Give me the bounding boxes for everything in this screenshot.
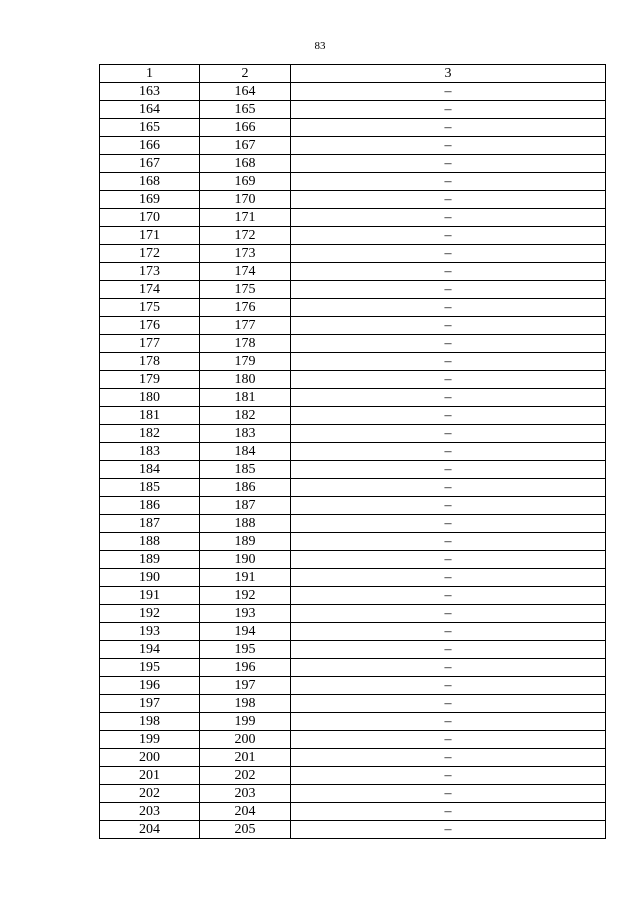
table-cell-col-1: 171 (100, 227, 200, 245)
table-cell-col-1: 177 (100, 335, 200, 353)
table-cell-col-3: – (291, 713, 606, 731)
table-cell-col-1: 189 (100, 551, 200, 569)
table-cell-col-1: 176 (100, 317, 200, 335)
table-cell-col-1: 182 (100, 425, 200, 443)
table-row (100, 83, 606, 101)
table-cell-col-1: 186 (100, 497, 200, 515)
table-cell-col-3: – (291, 119, 606, 137)
table-cell-col-1: 166 (100, 137, 200, 155)
table-cell-col-1: 175 (100, 299, 200, 317)
table-cell-col-1: 198 (100, 713, 200, 731)
table-cell-col-3: – (291, 497, 606, 515)
table-row (100, 371, 606, 389)
table-cell-col-2: 179 (200, 353, 291, 371)
table-cell-col-3: – (291, 443, 606, 461)
table-row (100, 173, 606, 191)
table-cell-col-2: 172 (200, 227, 291, 245)
table-row (100, 821, 606, 839)
table-cell-col-2: 183 (200, 425, 291, 443)
table-cell-col-1: 163 (100, 83, 200, 101)
table-cell-col-2: 169 (200, 173, 291, 191)
table-cell-col-1: 187 (100, 515, 200, 533)
table-row (100, 335, 606, 353)
table-row (100, 785, 606, 803)
table-cell-col-2: 175 (200, 281, 291, 299)
table-row (100, 227, 606, 245)
table-cell-col-1: 178 (100, 353, 200, 371)
table-cell-col-2: 192 (200, 587, 291, 605)
table-cell-col-3: – (291, 749, 606, 767)
table-cell-col-2: 176 (200, 299, 291, 317)
table-cell-col-3: – (291, 605, 606, 623)
data-table (99, 64, 606, 839)
table-cell-col-1: 193 (100, 623, 200, 641)
table-cell-col-3: – (291, 209, 606, 227)
table-cell-col-3: – (291, 371, 606, 389)
table-cell-col-1: 173 (100, 263, 200, 281)
table-row (100, 281, 606, 299)
table-row (100, 569, 606, 587)
table-row (100, 749, 606, 767)
table-cell-col-2: 185 (200, 461, 291, 479)
table-cell-col-1: 191 (100, 587, 200, 605)
table-cell-col-1: 172 (100, 245, 200, 263)
table-cell-col-3: – (291, 677, 606, 695)
table-row (100, 299, 606, 317)
table-cell-col-3: – (291, 299, 606, 317)
table-cell-col-3: – (291, 515, 606, 533)
table-cell-col-3: – (291, 227, 606, 245)
table-row (100, 551, 606, 569)
table-row (100, 713, 606, 731)
table-cell-col-1: 184 (100, 461, 200, 479)
table-header-row (100, 65, 606, 83)
column-header-1: 1 (100, 65, 200, 83)
table-cell-col-1: 183 (100, 443, 200, 461)
table-row (100, 695, 606, 713)
table-cell-col-3: – (291, 245, 606, 263)
table-cell-col-3: – (291, 569, 606, 587)
table-row (100, 155, 606, 173)
table-cell-col-2: 174 (200, 263, 291, 281)
table-cell-col-2: 166 (200, 119, 291, 137)
table-cell-col-1: 190 (100, 569, 200, 587)
table-cell-col-3: – (291, 335, 606, 353)
table-cell-col-3: – (291, 389, 606, 407)
table-row (100, 101, 606, 119)
table-cell-col-1: 200 (100, 749, 200, 767)
table-cell-col-3: – (291, 731, 606, 749)
table-cell-col-3: – (291, 461, 606, 479)
table-row (100, 533, 606, 551)
table-row (100, 407, 606, 425)
table-cell-col-1: 195 (100, 659, 200, 677)
table-cell-col-3: – (291, 623, 606, 641)
table-cell-col-1: 181 (100, 407, 200, 425)
table-row (100, 803, 606, 821)
table-row (100, 605, 606, 623)
table-body (100, 83, 606, 839)
table-cell-col-1: 201 (100, 767, 200, 785)
table-row (100, 587, 606, 605)
table-row (100, 389, 606, 407)
table-cell-col-3: – (291, 533, 606, 551)
table-cell-col-3: – (291, 659, 606, 677)
table-cell-col-2: 180 (200, 371, 291, 389)
table-cell-col-1: 164 (100, 101, 200, 119)
table-row (100, 677, 606, 695)
table-row (100, 209, 606, 227)
table-cell-col-3: – (291, 137, 606, 155)
table-cell-col-2: 177 (200, 317, 291, 335)
table-cell-col-2: 202 (200, 767, 291, 785)
table-cell-col-3: – (291, 821, 606, 839)
table-row (100, 641, 606, 659)
table-cell-col-1: 179 (100, 371, 200, 389)
table-cell-col-1: 194 (100, 641, 200, 659)
table-row (100, 479, 606, 497)
table-cell-col-2: 182 (200, 407, 291, 425)
table-row (100, 137, 606, 155)
table-header (100, 65, 606, 83)
table-cell-col-2: 198 (200, 695, 291, 713)
table-row (100, 263, 606, 281)
table-cell-col-2: 203 (200, 785, 291, 803)
table-cell-col-1: 174 (100, 281, 200, 299)
table-cell-col-3: – (291, 101, 606, 119)
table-cell-col-2: 197 (200, 677, 291, 695)
table-cell-col-1: 202 (100, 785, 200, 803)
table-cell-col-1: 168 (100, 173, 200, 191)
table-cell-col-2: 188 (200, 515, 291, 533)
table-cell-col-2: 171 (200, 209, 291, 227)
table-cell-col-1: 188 (100, 533, 200, 551)
page-number: 83 (314, 40, 326, 52)
table-cell-col-3: – (291, 191, 606, 209)
table-cell-col-1: 192 (100, 605, 200, 623)
table-cell-col-2: 178 (200, 335, 291, 353)
table-row (100, 731, 606, 749)
table-cell-col-2: 205 (200, 821, 291, 839)
table-cell-col-2: 201 (200, 749, 291, 767)
table-cell-col-3: – (291, 263, 606, 281)
table-cell-col-1: 196 (100, 677, 200, 695)
table-cell-col-3: – (291, 317, 606, 335)
table-cell-col-1: 169 (100, 191, 200, 209)
table-cell-col-2: 184 (200, 443, 291, 461)
table-row (100, 191, 606, 209)
table-cell-col-2: 170 (200, 191, 291, 209)
table-row (100, 443, 606, 461)
table-cell-col-2: 186 (200, 479, 291, 497)
table-cell-col-3: – (291, 407, 606, 425)
table-cell-col-3: – (291, 353, 606, 371)
table-cell-col-3: – (291, 425, 606, 443)
table-cell-col-2: 194 (200, 623, 291, 641)
table-cell-col-2: 199 (200, 713, 291, 731)
table-cell-col-1: 165 (100, 119, 200, 137)
table-cell-col-3: – (291, 173, 606, 191)
table-cell-col-2: 189 (200, 533, 291, 551)
table-cell-col-3: – (291, 281, 606, 299)
table-cell-col-1: 167 (100, 155, 200, 173)
table-cell-col-2: 187 (200, 497, 291, 515)
table-cell-col-2: 173 (200, 245, 291, 263)
table-cell-col-3: – (291, 641, 606, 659)
table-row (100, 425, 606, 443)
table-cell-col-2: 165 (200, 101, 291, 119)
table-row (100, 317, 606, 335)
table-row (100, 497, 606, 515)
table-cell-col-1: 170 (100, 209, 200, 227)
column-header-3: 3 (291, 65, 606, 83)
table-cell-col-3: – (291, 803, 606, 821)
table-cell-col-2: 167 (200, 137, 291, 155)
table-cell-col-2: 196 (200, 659, 291, 677)
table-cell-col-3: – (291, 785, 606, 803)
table-cell-col-1: 204 (100, 821, 200, 839)
column-header-2: 2 (200, 65, 291, 83)
table-row (100, 119, 606, 137)
table-cell-col-3: – (291, 155, 606, 173)
table-row (100, 461, 606, 479)
table-cell-col-2: 193 (200, 605, 291, 623)
table-cell-col-1: 180 (100, 389, 200, 407)
table-cell-col-3: – (291, 479, 606, 497)
table-row (100, 659, 606, 677)
table-cell-col-2: 164 (200, 83, 291, 101)
table-row (100, 353, 606, 371)
table-row (100, 767, 606, 785)
table-cell-col-3: – (291, 587, 606, 605)
table-cell-col-2: 200 (200, 731, 291, 749)
table-cell-col-2: 195 (200, 641, 291, 659)
table-cell-col-2: 191 (200, 569, 291, 587)
table-cell-col-1: 203 (100, 803, 200, 821)
table-cell-col-3: – (291, 83, 606, 101)
table-cell-col-2: 168 (200, 155, 291, 173)
table-cell-col-3: – (291, 551, 606, 569)
table-cell-col-2: 181 (200, 389, 291, 407)
table-row (100, 515, 606, 533)
table-cell-col-1: 185 (100, 479, 200, 497)
table-cell-col-1: 197 (100, 695, 200, 713)
table-cell-col-3: – (291, 767, 606, 785)
table-cell-col-2: 204 (200, 803, 291, 821)
table-cell-col-2: 190 (200, 551, 291, 569)
table-cell-col-3: – (291, 695, 606, 713)
table-row (100, 623, 606, 641)
table-cell-col-1: 199 (100, 731, 200, 749)
table-row (100, 245, 606, 263)
